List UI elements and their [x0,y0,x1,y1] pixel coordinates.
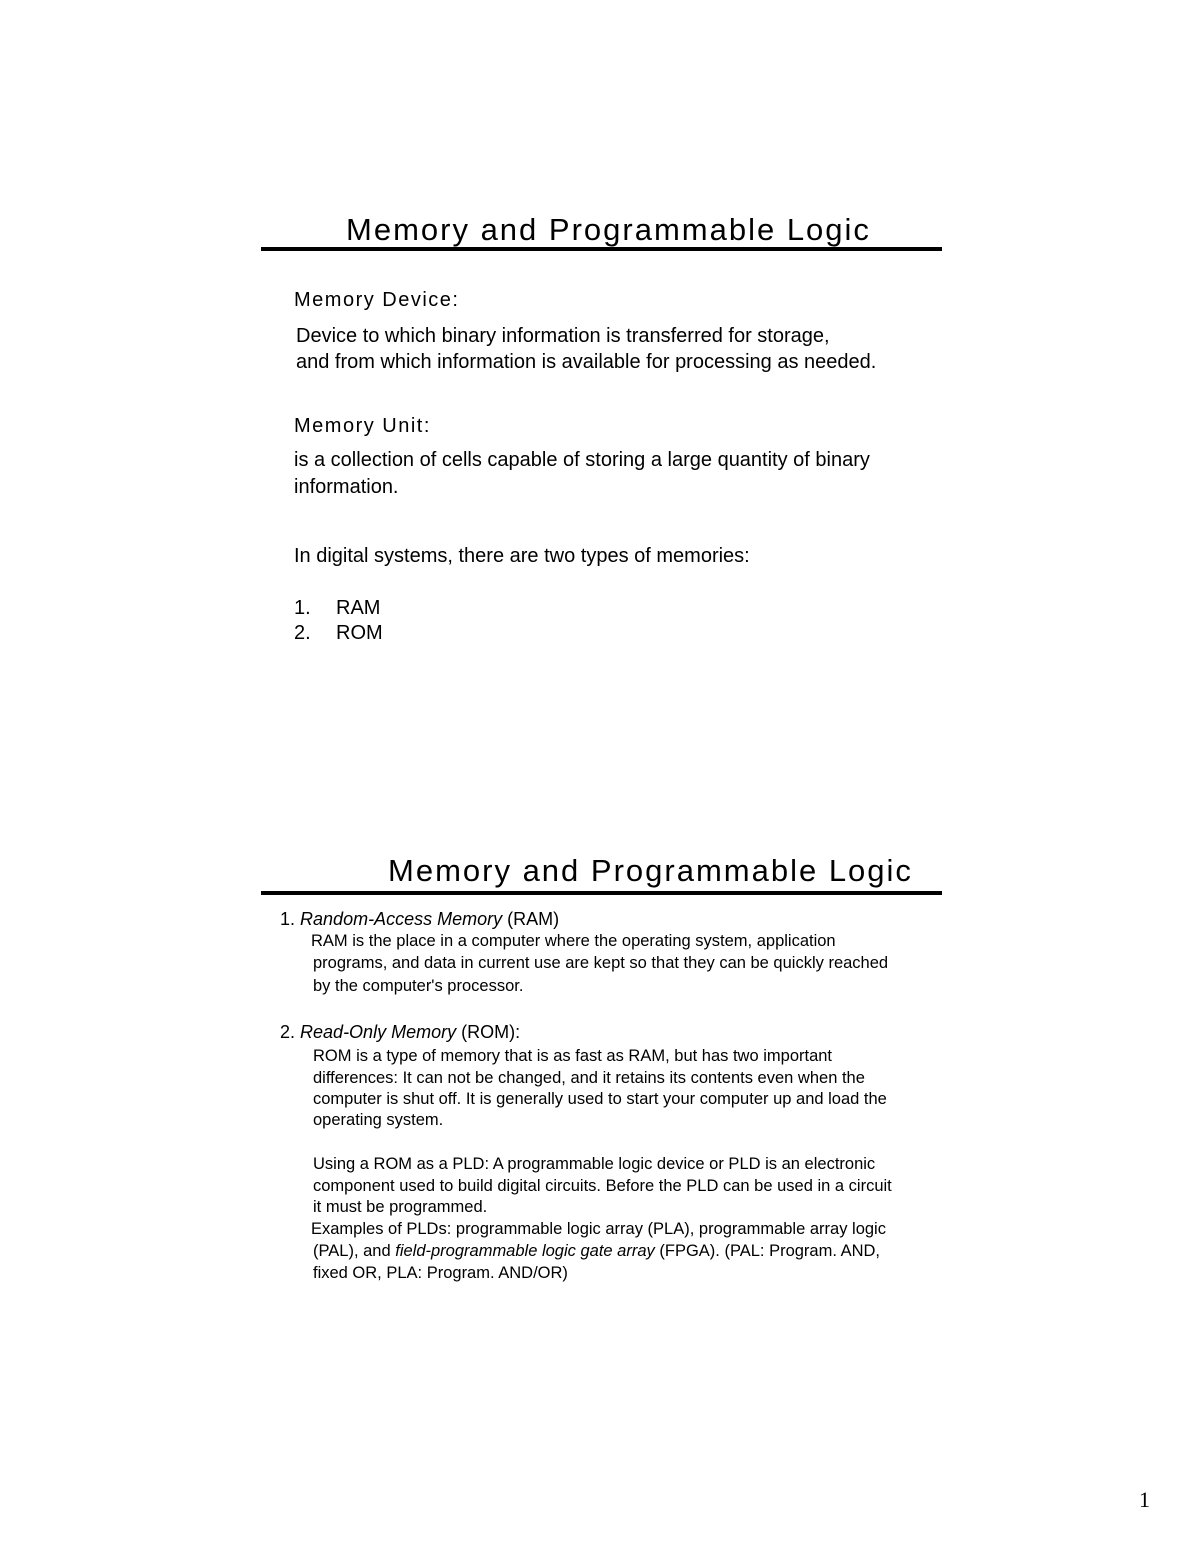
rom-number: 2. [280,1022,296,1042]
list-number: 1. [294,597,311,619]
list-item-rom: ROM [336,622,383,644]
slide2-title-rule [261,891,942,895]
rom-description-line4: operating system. [313,1111,444,1129]
page-number: 1 [1139,1487,1150,1512]
pld-examples-line2-pre: (PAL), and [313,1242,396,1260]
ram-description-line1: RAM is the place in a computer where the operating system, application [311,932,836,950]
rom-description-line2: differences: It can not be changed, and it retains its contents even when the [313,1069,865,1087]
pld-examples-line1: Examples of PLDs: programmable logic array (PLA), programmable array logic [311,1220,886,1238]
ram-description-line3: by the computer's processor. [313,977,524,995]
slide2-title: Memory and Programmable Logic [388,853,913,888]
pld-description-line1: Using a ROM as a PLD: A programmable logic device or PLD is an electronic [313,1155,876,1173]
list-number: 2. [294,622,311,644]
ram-abbr: (RAM) [507,909,560,929]
memory-device-label: Memory Device: [294,289,460,311]
pld-description-line3: it must be programmed. [313,1198,488,1216]
slide1-title: Memory and Programmable Logic [346,212,871,247]
memory-types-intro: In digital systems, there are two types of memories: [294,545,750,567]
memory-device-definition-line2: and from which information is available for processing as needed. [296,351,877,373]
fpga-term: field-programmable logic gate array [395,1242,655,1260]
rom-heading [280,1022,520,1043]
memory-unit-definition-line2: information. [294,476,399,498]
memory-unit-definition-line1: is a collection of cells capable of storing a large quantity of binary [294,449,870,471]
pld-examples-line2-post: (FPGA). (PAL: Program. AND, [654,1242,881,1260]
rom-description-line1: ROM is a type of memory that is as fast as RAM, but has two important [313,1047,833,1065]
ram-term: Random-Access Memory [300,909,503,929]
pld-examples-line3: fixed OR, PLA: Program. AND/OR) [313,1264,568,1282]
list-item-ram: RAM [336,597,381,619]
rom-description-line3: computer is shut off. It is generally used to start your computer up and load the [313,1090,887,1108]
ram-heading [280,909,559,930]
ram-number: 1. [280,909,296,929]
memory-device-definition-line1: Device to which binary information is transferred for storage, [296,325,830,347]
ram-description-line2: programs, and data in current use are kept so that they can be quickly reached [313,954,889,972]
pld-examples-line2 [313,1242,880,1261]
rom-abbr: (ROM): [461,1022,521,1042]
memory-unit-label: Memory Unit: [294,415,431,437]
slide1-title-rule [261,247,942,251]
pld-description-line2: component used to build digital circuits. Before the PLD can be used in a circuit [313,1177,892,1195]
rom-term: Read-Only Memory [300,1022,457,1042]
